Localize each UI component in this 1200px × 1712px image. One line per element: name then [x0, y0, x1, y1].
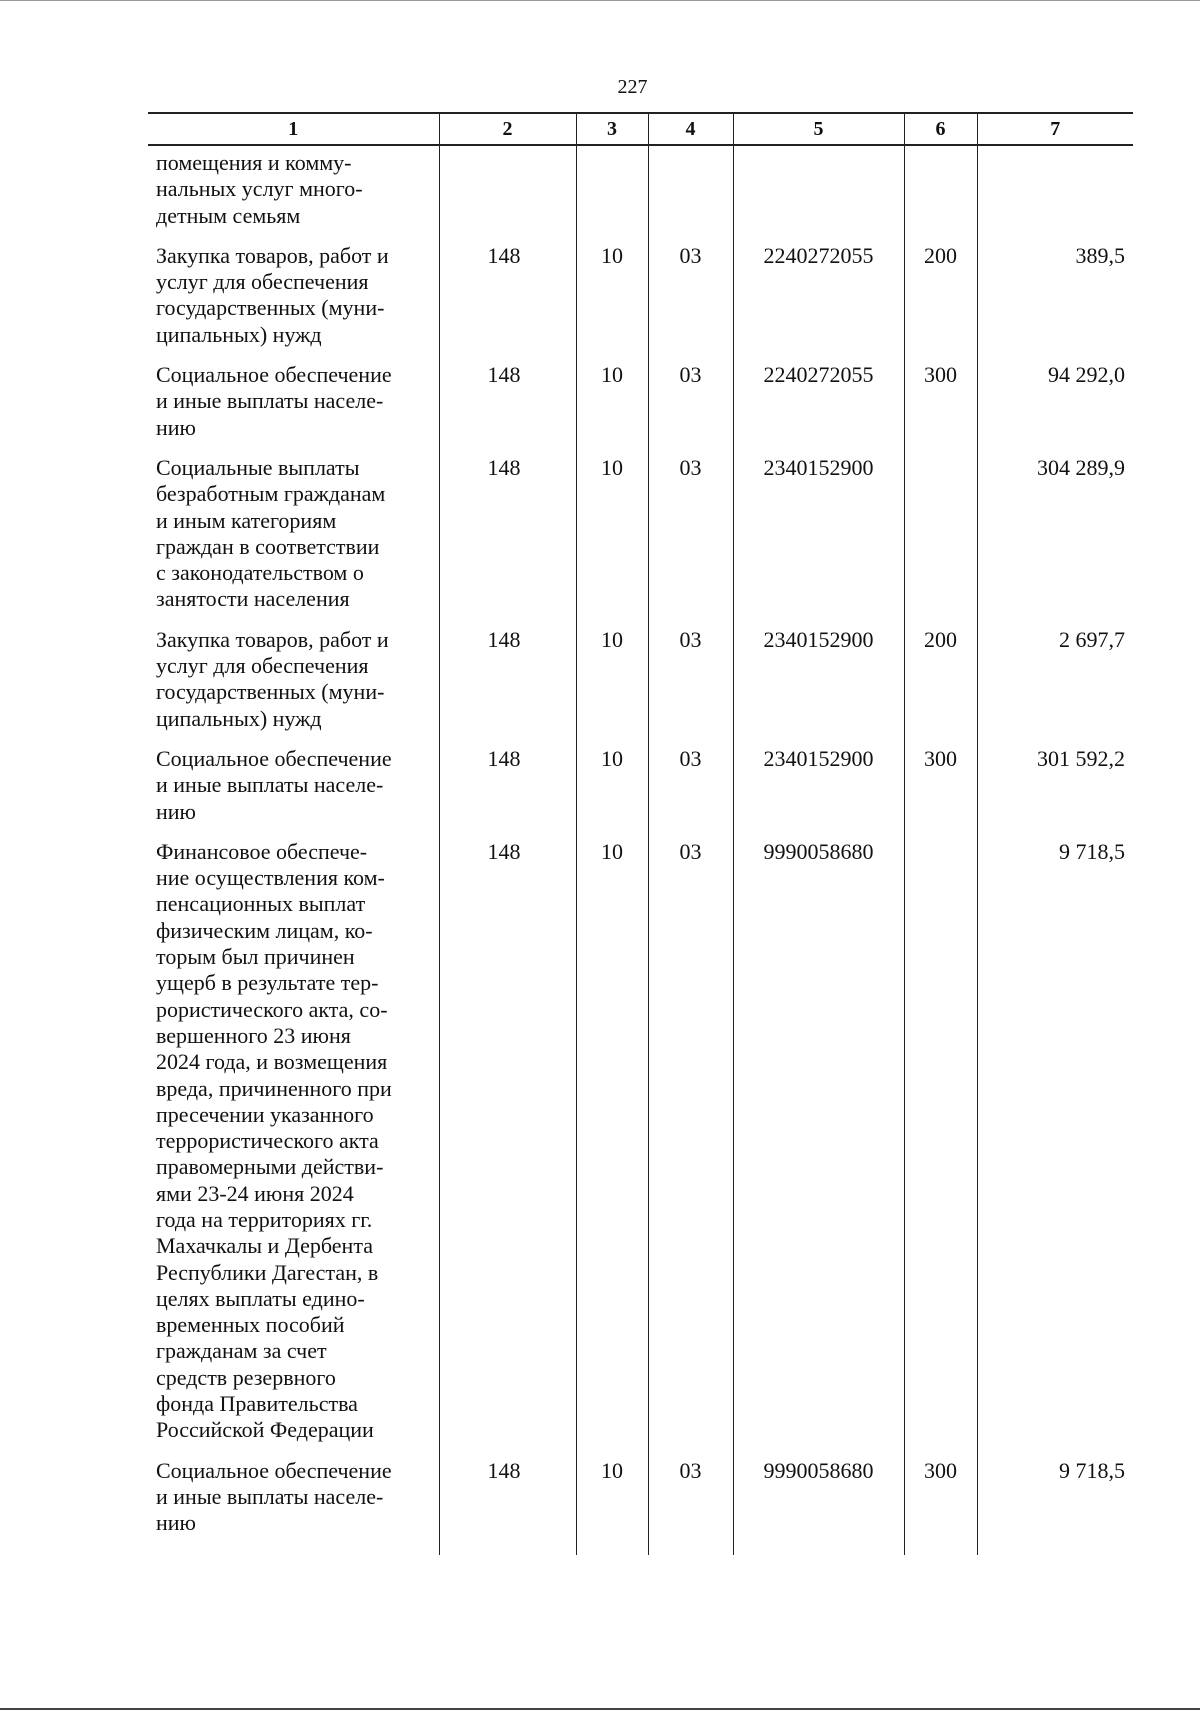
row-code-5: 9990058680 [733, 1452, 904, 1545]
row-code-3: 10 [576, 621, 648, 740]
row-amount: 304 289,9 [977, 449, 1133, 621]
row-description: Социальное обеспечение и иные выплаты населе- нию [156, 1457, 392, 1536]
filler-cell [576, 1545, 648, 1555]
row-description: Закупка товаров, работ и услуг для обеспечения государственных (муни- ципальных) нужд [156, 626, 389, 731]
filler-cell [904, 1545, 977, 1555]
row-amount: 389,5 [977, 237, 1133, 356]
row-description: Социальное обеспечение и иные выплаты населе- нию [156, 362, 392, 440]
row-code-4: 03 [648, 833, 733, 1452]
row-code-4: 03 [648, 449, 733, 621]
row-code-3: 10 [576, 356, 648, 449]
row-code-5: 9990058680 [733, 833, 904, 1452]
row-amount: 9 718,5 [977, 1452, 1133, 1545]
row-code-5: 2340152900 [733, 740, 904, 833]
row-description: Закупка товаров, работ и услуг для обеспечения государственных (муни- ципальных) нужд [156, 242, 389, 347]
row-code-2: 148 [439, 740, 576, 833]
row-code-6 [904, 145, 977, 237]
row-code-6: 200 [904, 621, 977, 740]
row-code-2: 148 [439, 1452, 576, 1545]
row-amount: 9 718,5 [977, 833, 1133, 1452]
row-code-4: 03 [648, 740, 733, 833]
header-col-1: 1 [148, 113, 439, 145]
row-code-2: 148 [439, 621, 576, 740]
filler-cell [648, 1545, 733, 1555]
row-amount: 2 697,7 [977, 621, 1133, 740]
row-code-4: 03 [648, 356, 733, 449]
page-number: 227 [617, 76, 648, 98]
table-row [148, 833, 1133, 1452]
row-code-5: 2340152900 [733, 449, 904, 621]
header-col-6: 6 [904, 113, 977, 145]
row-code-6: 300 [904, 356, 977, 449]
header-col-3: 3 [576, 113, 648, 145]
header-row [148, 113, 1133, 145]
bottom-edge-rule [0, 1708, 1200, 1710]
header-col-2: 2 [439, 113, 576, 145]
row-description: Финансовое обеспече- ние осуществления ком- пенсационных выплат физическим лицам, ко- торым был причинен ущерб в результате тер- рористического акта, со- вершенного 23 июня 2024 года, и возмещения вреда, причиненного при пресечении указанного террористического акта правомерными действи- ями 23-24 июня 2024 года на территориях гг. Махачкалы и Дербента Республики Дагестан, в целях выплаты едино- временных пособий гражданам за счет средств резервного фонда Правительства Российской Федерации [156, 838, 392, 1443]
row-code-2 [439, 145, 576, 237]
row-code-3: 10 [576, 449, 648, 621]
row-code-2: 148 [439, 356, 576, 449]
row-code-2: 148 [439, 237, 576, 356]
table-body [148, 145, 1133, 1555]
top-edge-rule [0, 0, 1200, 1]
row-code-6 [904, 449, 977, 621]
row-code-5: 2240272055 [733, 356, 904, 449]
table-row [148, 145, 1133, 237]
row-code-2: 148 [439, 833, 576, 1452]
row-code-5 [733, 145, 904, 237]
row-description: Социальное обеспечение и иные выплаты населе- нию [156, 745, 392, 824]
row-description: Социальные выплаты безработным гражданам и иным категориям граждан в соответствии с законодательством о занятости населения [156, 454, 386, 612]
row-amount [977, 145, 1133, 237]
table-row [148, 356, 1133, 449]
filler-cell [733, 1545, 904, 1555]
header-col-5: 5 [733, 113, 904, 145]
table-header [148, 113, 1133, 145]
row-code-4: 03 [648, 1452, 733, 1545]
table-row [148, 449, 1133, 621]
budget-table-container [148, 112, 1133, 1555]
row-amount: 94 292,0 [977, 356, 1133, 449]
row-code-5: 2340152900 [733, 621, 904, 740]
row-code-4: 03 [648, 237, 733, 356]
row-code-6: 200 [904, 237, 977, 356]
row-code-6: 300 [904, 1452, 977, 1545]
row-code-3: 10 [576, 833, 648, 1452]
budget-table [148, 112, 1133, 1555]
row-code-4: 03 [648, 621, 733, 740]
row-code-3 [576, 145, 648, 237]
row-code-4 [648, 145, 733, 237]
filler-cell [439, 1545, 576, 1555]
table-filler-row [148, 1545, 1133, 1555]
filler-cell [148, 1545, 439, 1555]
row-description: помещения и комму- нальных услуг много- детным семьям [156, 150, 363, 228]
row-code-6: 300 [904, 740, 977, 833]
row-code-3: 10 [576, 740, 648, 833]
header-col-4: 4 [648, 113, 733, 145]
header-col-7: 7 [977, 113, 1133, 145]
row-code-3: 10 [576, 1452, 648, 1545]
table-row [148, 621, 1133, 740]
table-row [148, 237, 1133, 356]
row-code-5: 2240272055 [733, 237, 904, 356]
table-row [148, 740, 1133, 833]
row-amount: 301 592,2 [977, 740, 1133, 833]
row-code-6 [904, 833, 977, 1452]
filler-cell [977, 1545, 1133, 1555]
table-row [148, 1452, 1133, 1545]
row-code-2: 148 [439, 449, 576, 621]
row-code-3: 10 [576, 237, 648, 356]
